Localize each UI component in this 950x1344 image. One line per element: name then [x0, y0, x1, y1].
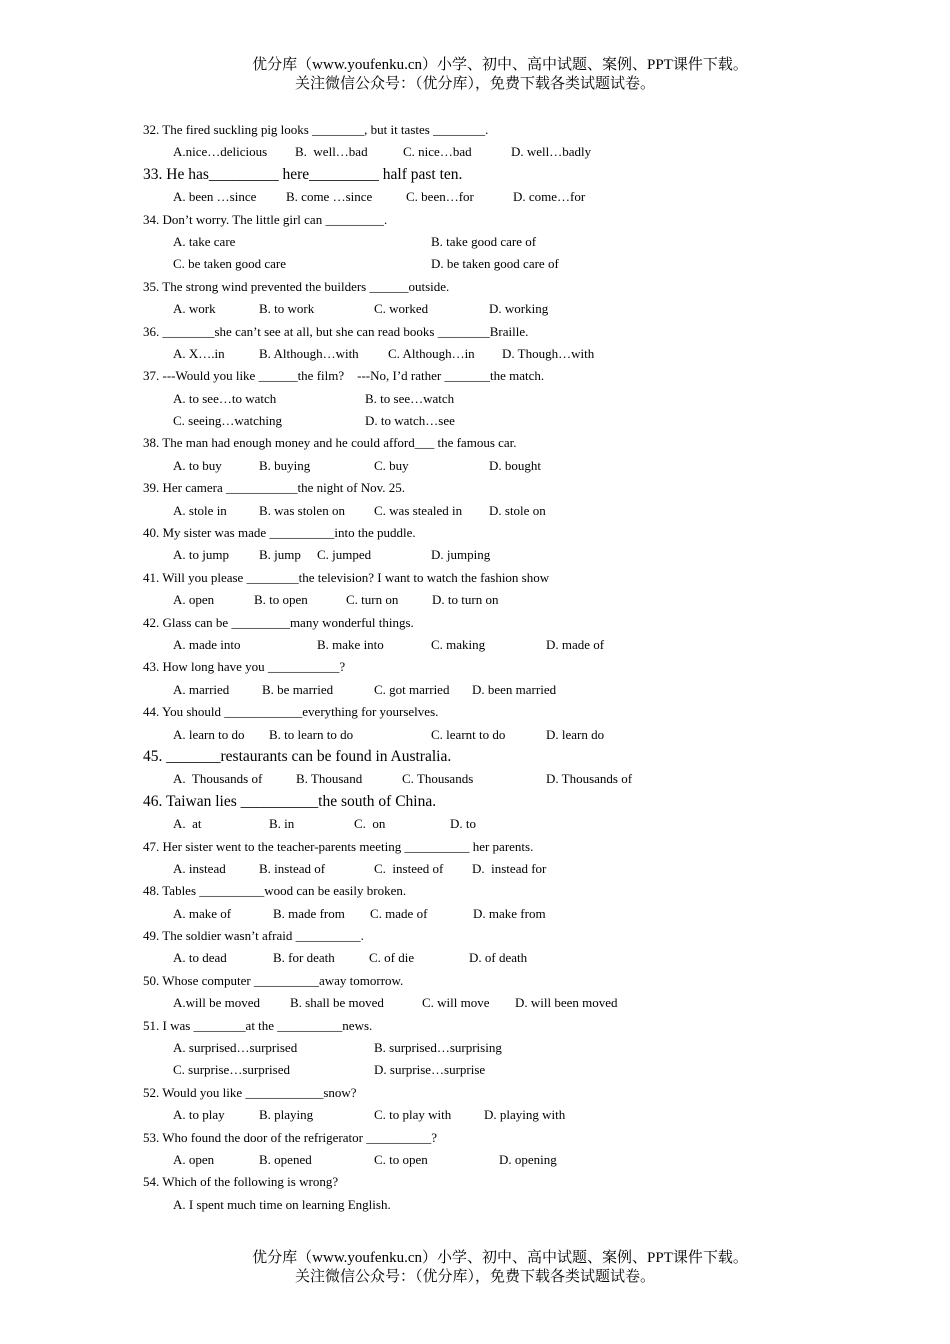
question-43	[143, 656, 843, 701]
question-stem: 47. Her sister went to the teacher-parents meeting __________ her parents.	[143, 838, 534, 854]
options-row	[143, 455, 843, 477]
option-d: D. of death	[469, 950, 528, 966]
option-b: B. instead of	[259, 860, 326, 876]
question-35	[143, 276, 843, 321]
option-a: A. at	[173, 816, 202, 832]
option-c: C. surprise…surprised	[173, 1062, 290, 1078]
question-stem: 45. _______restaurants can be found in Australia.	[143, 747, 452, 765]
page-header	[0, 56, 950, 94]
options-row	[143, 858, 843, 880]
option-a: A. made into	[173, 636, 241, 652]
option-c: C. Thousands	[402, 771, 474, 787]
option-b: B. to see…watch	[365, 390, 455, 406]
option-d: D. Though…with	[502, 345, 595, 361]
option-a: A. married	[173, 681, 230, 697]
option-b: B. surprised…surprising	[374, 1040, 502, 1056]
question-50	[143, 970, 843, 1015]
question-41	[143, 567, 843, 612]
option-c: C. be taken good care	[173, 256, 286, 272]
option-b: B. in	[269, 816, 295, 832]
question-stem: 40. My sister was made __________into the puddle.	[143, 525, 416, 541]
footer-line-1: 优分库（www.youfenku.cn）小学、初中、高中试题、案例、PPT课件下载。	[252, 1250, 748, 1266]
question-stem: 50. Whose computer __________away tomorrow.	[143, 972, 404, 988]
option-c: C. been…for	[406, 189, 474, 205]
question-34	[143, 209, 843, 276]
options-row	[143, 410, 843, 432]
page-footer	[0, 1249, 950, 1287]
option-c: C. will move	[422, 995, 490, 1011]
question-stem: 38. The man had enough money and he could afford___ the famous car.	[143, 435, 517, 451]
question-53	[143, 1127, 843, 1172]
option-a: A.will be moved	[173, 995, 261, 1011]
option-a: A. open	[173, 1151, 215, 1167]
option-b: B. come …since	[286, 189, 373, 205]
option-b: B. made from	[273, 905, 345, 921]
option-c: C. of die	[369, 950, 415, 966]
question-40	[143, 522, 843, 567]
option-a: A. to see…to watch	[173, 390, 277, 406]
option-c: C. making	[431, 636, 486, 652]
option-a: A. learn to do	[173, 726, 245, 742]
option-d: D. playing with	[484, 1107, 566, 1123]
question-stem: 33. He has_________ here_________ half past ten.	[143, 165, 463, 183]
question-44	[143, 701, 843, 746]
question-39	[143, 477, 843, 522]
option-c: C. on	[354, 816, 386, 832]
options-row	[143, 813, 843, 835]
option-c: C. got married	[374, 681, 450, 697]
option-c: C. worked	[374, 301, 429, 317]
option-d: D. working	[489, 301, 549, 317]
option-d: D. be taken good care of	[431, 256, 559, 272]
options-row	[143, 1149, 843, 1171]
option-a: A. to play	[173, 1107, 225, 1123]
question-48	[143, 880, 843, 925]
question-stem: 39. Her camera ___________the night of Nov. 25.	[143, 480, 405, 496]
option-d: D. stole on	[489, 502, 546, 518]
question-52	[143, 1082, 843, 1127]
question-stem: 52. Would you like ____________snow?	[143, 1084, 357, 1100]
options-row	[143, 298, 843, 320]
option-d: D. Thousands of	[546, 771, 633, 787]
option-c: C. jumped	[317, 547, 372, 563]
option-b: B. shall be moved	[290, 995, 384, 1011]
options-row	[143, 589, 843, 611]
options-row	[143, 544, 843, 566]
question-stem: 41. Will you please ________the television? I want to watch the fashion show	[143, 569, 550, 585]
option-c: C. turn on	[346, 592, 399, 608]
options-row	[143, 388, 843, 410]
question-stem: 37. ---Would you like ______the film? ---No, I’d rather _______the match.	[143, 368, 545, 384]
option-b: B. opened	[259, 1151, 312, 1167]
question-46	[143, 791, 843, 836]
option-a: A. make of	[173, 905, 232, 921]
question-stem: 51. I was ________at the __________news.	[143, 1017, 373, 1033]
option-c: C. seeing…watching	[173, 413, 283, 429]
question-32	[143, 119, 843, 164]
option-b: B. to work	[259, 301, 315, 317]
option-b: B. was stolen on	[259, 502, 345, 518]
question-36	[143, 321, 843, 366]
question-49	[143, 925, 843, 970]
options-row	[143, 343, 843, 365]
option-c: C. nice…bad	[403, 144, 472, 160]
option-b: B. Although…with	[259, 345, 359, 361]
option-a: A. surprised…surprised	[173, 1040, 298, 1056]
question-stem: 34. Don’t worry. The little girl can _________.	[143, 211, 388, 227]
question-stem: 35. The strong wind prevented the builders ______outside.	[143, 278, 450, 294]
option-b: B. take good care of	[431, 233, 537, 249]
question-list	[143, 119, 843, 1216]
option-d: D. to	[450, 816, 476, 832]
option-a: A.nice…delicious	[173, 144, 268, 160]
options-row	[143, 253, 843, 275]
option-c: C. Although…in	[388, 345, 475, 361]
option-d: D. will been moved	[515, 995, 618, 1011]
options-row	[143, 768, 843, 790]
question-51	[143, 1015, 843, 1082]
option-a: A. to jump	[173, 547, 229, 563]
question-stem: 32. The fired suckling pig looks ________, but it tastes ________.	[143, 122, 489, 137]
question-stem: 42. Glass can be _________many wonderful things.	[143, 614, 414, 630]
options-row	[143, 231, 843, 253]
option-b: B. buying	[259, 457, 311, 473]
options-row	[143, 1104, 843, 1126]
option-b: B. be married	[262, 681, 334, 697]
options-row	[143, 186, 843, 208]
option-b: B. playing	[259, 1107, 314, 1123]
question-stem: 49. The soldier wasn’t afraid __________.	[143, 928, 364, 944]
options-row	[143, 1194, 843, 1216]
option-b: B. to open	[254, 592, 308, 608]
option-b: B. jump	[259, 547, 301, 563]
option-a: A. stole in	[173, 502, 227, 518]
option-a: A. been …since	[173, 189, 257, 205]
option-d: D. made of	[546, 636, 605, 652]
option-a: A. Thousands of	[173, 771, 263, 787]
option-d: D. well…badly	[511, 144, 592, 160]
option-d: D. to turn on	[432, 592, 499, 608]
question-stem: 43. How long have you ___________?	[143, 659, 346, 675]
option-b: B. for death	[273, 950, 335, 966]
option-d: D. learn do	[546, 726, 605, 742]
option-b: B. to learn to do	[269, 726, 354, 742]
question-stem: 48. Tables __________wood can be easily broken.	[143, 883, 407, 899]
option-a: A. open	[173, 592, 215, 608]
option-d: D. jumping	[431, 547, 491, 563]
options-row	[143, 992, 843, 1014]
header-line-1: 优分库（www.youfenku.cn）小学、初中、高中试题、案例、PPT课件下载。	[252, 57, 748, 73]
option-c: C. made of	[370, 905, 428, 921]
option-c: C. insteed of	[374, 860, 444, 876]
option-d: D. to watch…see	[365, 413, 455, 429]
question-stem: 53. Who found the door of the refrigerator __________?	[143, 1129, 437, 1145]
option-a: A. instead	[173, 860, 226, 876]
question-stem: 54. Which of the following is wrong?	[143, 1174, 339, 1190]
option-d: D. bought	[489, 457, 541, 473]
option-c: C. to play with	[374, 1107, 452, 1123]
option-d: D. been married	[472, 681, 557, 697]
option-a: A. to buy	[173, 457, 222, 473]
option-a: A. work	[173, 301, 216, 317]
option-a: A. to dead	[173, 950, 227, 966]
options-row	[143, 903, 843, 925]
question-38	[143, 432, 843, 477]
question-47	[143, 836, 843, 881]
option-d: D. come…for	[513, 189, 586, 205]
option-d: D. instead for	[472, 860, 547, 876]
option-d: D. surprise…surprise	[374, 1062, 486, 1078]
options-row	[143, 679, 843, 701]
question-37	[143, 365, 843, 432]
question-33	[143, 164, 843, 209]
option-c: C. buy	[374, 457, 409, 473]
question-stem: 36. ________she can’t see at all, but she can read books ________Braille.	[143, 323, 529, 339]
option-b: B. make into	[317, 636, 384, 652]
question-54	[143, 1171, 843, 1216]
option-a: A. I spent much time on learning English.	[173, 1196, 391, 1212]
option-b: B. well…bad	[295, 144, 368, 160]
question-stem: 46. Taiwan lies __________the south of China.	[143, 792, 437, 810]
options-row	[143, 500, 843, 522]
option-c: C. was stealed in	[374, 502, 463, 518]
options-row	[143, 1037, 843, 1059]
options-row	[143, 1059, 843, 1081]
options-row	[143, 947, 843, 969]
header-line-2: 关注微信公众号：（优分库），免费下载各类试题试卷。	[294, 76, 655, 92]
option-b: B. Thousand	[296, 771, 363, 787]
option-d: D. make from	[473, 905, 546, 921]
question-45	[143, 746, 843, 791]
option-a: A. X….in	[173, 345, 225, 361]
option-c: C. learnt to do	[431, 726, 506, 742]
option-a: A. take care	[173, 233, 236, 249]
option-d: D. opening	[499, 1151, 557, 1167]
question-42	[143, 612, 843, 657]
option-c: C. to open	[374, 1151, 428, 1167]
options-row	[143, 141, 843, 163]
footer-line-2: 关注微信公众号：（优分库），免费下载各类试题试卷。	[294, 1269, 655, 1285]
options-row	[143, 634, 843, 656]
question-stem: 44. You should ____________everything for yourselves.	[143, 704, 439, 720]
options-row	[143, 724, 843, 746]
